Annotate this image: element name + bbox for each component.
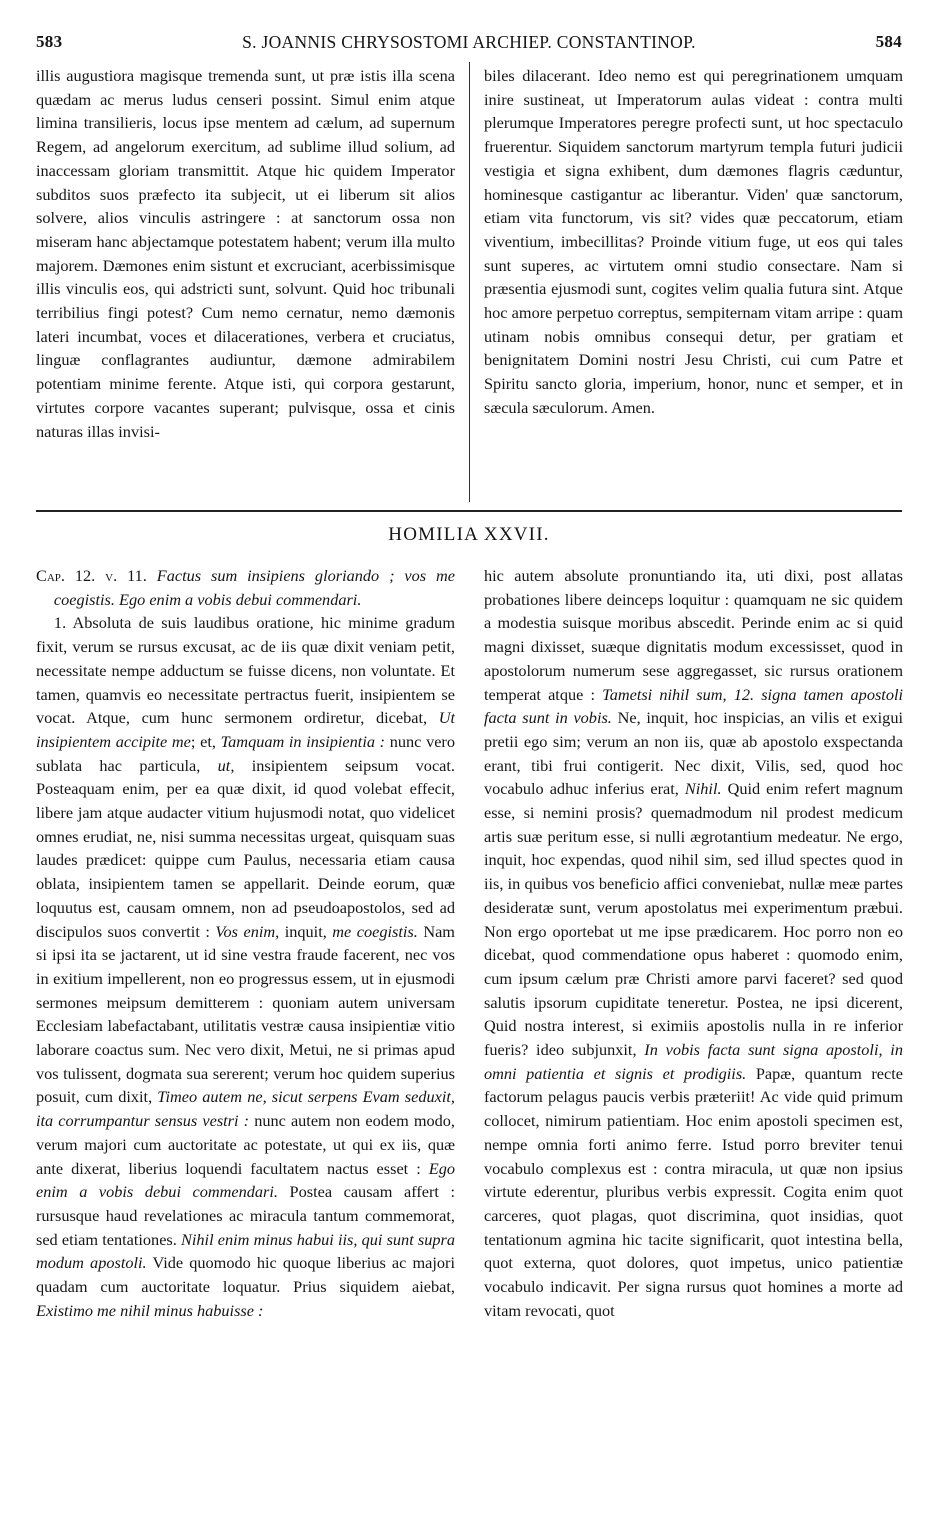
homily-paragraph-1: 1. Absoluta de suis laudibus oratione, hic minime gradum fixit, verum se rursus excusat, ac de iis quæ dixit veniam petit, necessitate nempe adductum se fuisse dicens, non voluntate. Et tamen, quamvis eo necessitate pertractus fuerit, insipientem se vocat. Atque, cum hunc sermonem ordiretur, dicebat, Ut insipientem accipite me; et, Tamquam in insipientia : nunc vero sublata hac particula, ut, insipientem seipsum vocat. Posteaquam enim, per ea quæ dixit, id quod volebat effecit, libere jam atque audacter vitium hujusmodi notat, quo videlicet omnes erudiat, ne, nisi summa necessitas urgeat, quisquam suas laudes prædicet: quippe cum Paulus, necessaria etiam causa oblata, insipientem tamen se appellarit. Deinde eorum, quæ loquutus est, causam omnem, non ad pseudoapostolos, sed ad discipulos suos convertit : Vos enim, inquit, me coegistis. Nam si ipsi ita se jactarent, ut id sine vestra fraude facerent, nec vos in exitium impellerent, non eo progressus essem, ut in ejusmodi sermones meipsum demitterem : quoniam autem universam Ecclesiam labefactabant, utilitatis vestræ causa insipientiæ vitio laborare coactus sum. Nec vero dixit, Metui, ne si primas apud vos tulissent, dogmata sua sererent; verum hoc quidem superius posuit, cum dixit, Timeo autem ne, sicut serpens Evam seduxit, ita corrumpantur sensus vestri : nunc autem non eodem modo, verum majori cum auctoritate ac potestate, ut qui ex iis, quæ ante dixerat, liberius loquendi facultatem nactus esset : Ego enim a vobis debui commendari. Postea causam affert : rursusque haud revelationes ac miracula tantum commemorat, sed etiam tentationes. Nihil enim minus habui iis, qui sunt supra modum apostoli. Vide quomodo hic quoque liberius ac majori quadam cum auctoritate loquatur. Prius siquidem aiebat, Existimo me nihil minus habuisse : (36, 613, 455, 1320)
homily-left-column (36, 564, 455, 1504)
running-title: S. JOANNIS CHRYSOSTOMI ARCHIEP. CONSTANTINOP. (242, 32, 696, 52)
top-left-text: illis augustiora magisque tremenda sunt, ut præ istis illa scena quædam ac merus ludus censeri possint. Simul enim atque limina transilieris, locus ipse mentem ad cælum, ad supernum Regem, ad angelorum exercitum, ad sublime illud solium, ad inaccessam gloriam transmittit. Atque hic quidem Imperator subditos suos præfecto ita subjecit, ut ei liberum sit alios solvere, alios vinculis astringere : at sanctorum ossa non miseram hanc abjectamque potestatem habent; verum illa multo majorem. Dæmones enim sistunt et excruciant, acerbissimisque illis vinculis eos, qui adstricti sunt, solvunt. Quid hoc tribunali terribilius fingi potest? Cum nemo cernatur, nemo dæmonis lateri incumbat, voces et dilacerationes, verbera et cruciatus, linguæ conflagrantes audiuntur, dæmone admirabilem potentiam minime ferente. Atque isti, qui corpora gestarunt, virtutes corpore vacantes superant; pulvisque, ossa et cinis naturas illas invisi- (36, 66, 455, 441)
chapter-label: Cap. 12. v. 11. (36, 566, 147, 585)
homily-paragraph-continued: hic autem absolute pronuntiando ita, uti dixi, post allatas probationes libere deinceps loquitur : quamquam ne sic quidem a modestia suisque moribus abscedit. Perinde enim ac si quid magni dixisset, suæque dignitatis modum excessisset, quod in apostolorum numerum sese aggregasset, sic rursus orationem temperat atque : Tametsi nihil sum, 12. signa tamen apostoli facta sunt in vobis. Ne, inquit, hoc inspicias, an vilis et exigui pretii ego sim; verum an non iis, quæ ab apostolo exspectanda erant, tibi frui contigerit. Nec dixit, Vilis, sed, quod hoc vocabulo adhuc inferius erat, Nihil. Quid enim refert magnum esse, si nemini prosis? quemadmodum nil prodest medicum artis suæ peritum esse, si nulli ægrotantium medeatur. Ne ergo, inquit, hoc expendas, quod nihil sim, sed illud spectes quod in iis, in quibus vos beneficio affici conveniebat, nullæ meæ partes desideratæ sunt, verum apostolatus mei experimentum præbui. Non ergo oportebat ut me ipse prædicarem. Hoc porro non eo dicebat, quod commendatione opus haberet : quomodo enim, cum ipsum cælum præ Christi amore parvi faceret? sed quod salutis ipsorum cupiditate teneretur. Postea, ne ipsi dicerent, Quid nostra interest, si eximiis apostolis nulla in re inferior fueris? ideo subjunxit, In vobis facta sunt signa apostoli, in omni patientia et signis et prodigiis. Papæ, quantum recte factorum pelagus paucis verbis præteriit! Ac vide quid primum collocet, nimirum patientiam. Hoc enim apostoli specimen est, nempe omnia forti animo ferre. Istud porro breviter tenui vocabulo complexus est : contra miracula, ut quæ non ipsius virtute ederentur, pluribus verbis expressit. Cogita enim quot carceres, quot plagas, quot discrimina, quot insidias, quot tentationum agmina hic tacite significarit, quot intestina bella, quot externa, quot dolores, quot impetus, unico patientiæ vocabulo indicavit. Per signa rursus quot homines a morte ad vitam revocati, quot (484, 566, 903, 1320)
top-right-column (484, 64, 903, 474)
top-right-text: biles dilacerant. Ideo nemo est qui peregrinationem umquam inire sustineat, ut Imperatorum aulas videat : contra multi plerumque Imperatores peregre profecti sunt, ut hoc spectaculo fruerentur. Siquidem sanctorum martyrum templa futuri judicii vestigia et signa exhibent, dum dæmones flagris cæduntur, hominesque castigantur ac liberantur. Viden' quæ sanctorum, etiam vita functorum, vis sit? vides quæ peccatorum, etiam viventium, imbecillitas? Proinde vitium fuge, ut eos qui tales sunt superes, ac virtutem omni studio consectare. Nam si præsentia ejusmodi sunt, cogites velim qualia futura sint. Atque hoc amore perpetuo correptus, sempiternam vitam arripe : quam utinam nobis omnibus consequi detur, per gratiam et benignitatem Domini nostri Jesu Christi, cui cum Patre et Spiritu sancto gloria, imperium, honor, nunc et semper, et in sæcula sæculorum. Amen. (484, 66, 903, 417)
page-number-right: 584 (875, 32, 902, 51)
homily-right-column (484, 564, 903, 1504)
section-rule (36, 510, 902, 512)
column-divider (469, 62, 470, 502)
top-left-column (36, 64, 455, 496)
homily-title: HOMILIA XXVII. (388, 524, 550, 545)
page-number-left: 583 (36, 32, 63, 51)
chapter-heading (36, 564, 455, 611)
chapter-verse: Factus sum insipiens gloriando ; vos me coegistis. Ego enim a vobis debui commendari. (53, 566, 455, 609)
running-head (36, 32, 902, 60)
